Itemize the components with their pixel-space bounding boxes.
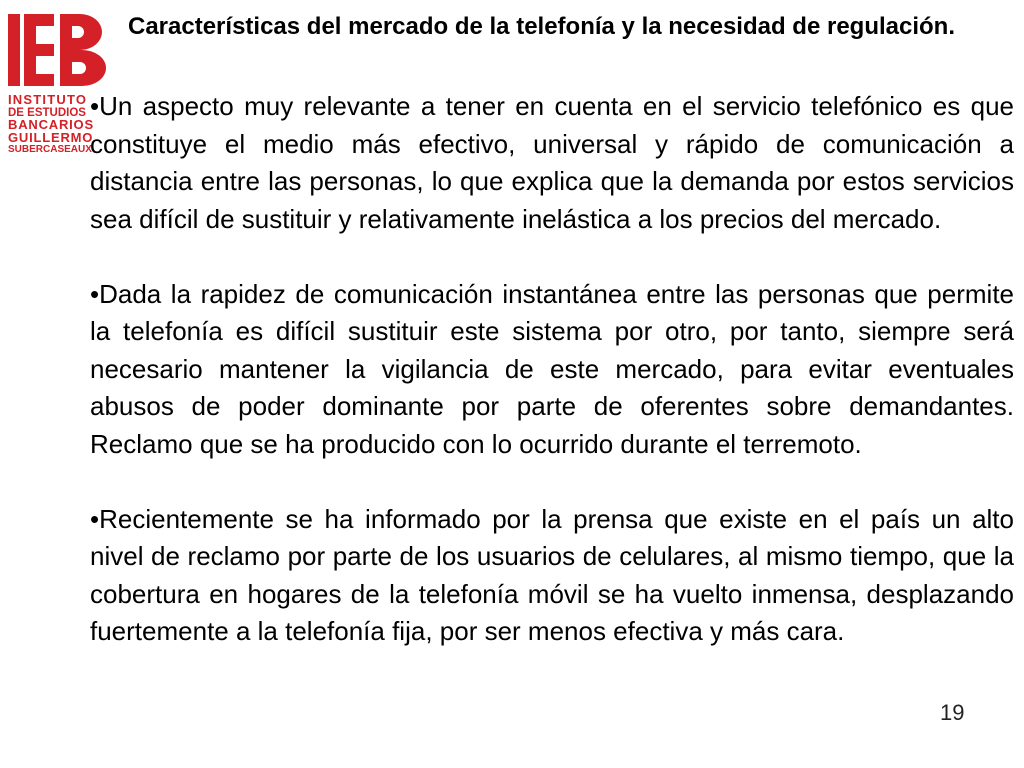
slide-title: Características del mercado de la telefonía y la necesidad de regulación.: [128, 13, 956, 40]
ieb-logo-mark: [8, 14, 112, 86]
bullet-paragraph-2: •Dada la rapidez de comunicación instantánea entre las personas que permite la telefonía es difícil sustituir este sistema por otro, por tanto, siempre será necesario mantener la vigilancia de este mercado, para evitar eventuales abusos de poder dominante por parte de oferentes sobre demandantes. Reclamo que se ha producido con lo ocurrido durante el terremoto.: [90, 278, 1014, 459]
logo-line-instituto: INSTITUTO: [8, 92, 88, 107]
slide-body: [90, 88, 1014, 651]
bullet-paragraph-3: •Recientemente se ha informado por la prensa que existe en el país un alto nivel de reclamo por parte de los usuarios de celulares, al mismo tiempo, que la cobertura en hogares de la telefonía móvil se ha vuelto inmensa, desplazando fuertemente a la telefonía fija, por ser menos efectiva y más cara.: [90, 503, 1014, 646]
logo-line-subercaseaux: SUBERCASEAUX: [8, 144, 92, 155]
logo-line-guillermo: GUILLERMO: [8, 129, 94, 145]
paragraph-spacer: [90, 463, 1014, 501]
bullet-paragraph-1: •Un aspecto muy relevante a tener en cuenta en el servicio telefónico es que constituye el medio más efectivo, universal y rápido de comunicación a distancia entre las personas, lo que explica que la demanda por estos servicios sea difícil de sustituir y relativamente inelástica a los precios del mercado.: [90, 91, 1014, 234]
logo-line-bancarios: BANCARIOS: [8, 117, 94, 132]
logo-line-estudios: DE ESTUDIOS: [8, 106, 86, 119]
page-number: 19: [940, 700, 965, 725]
paragraph-spacer: [90, 238, 1014, 276]
